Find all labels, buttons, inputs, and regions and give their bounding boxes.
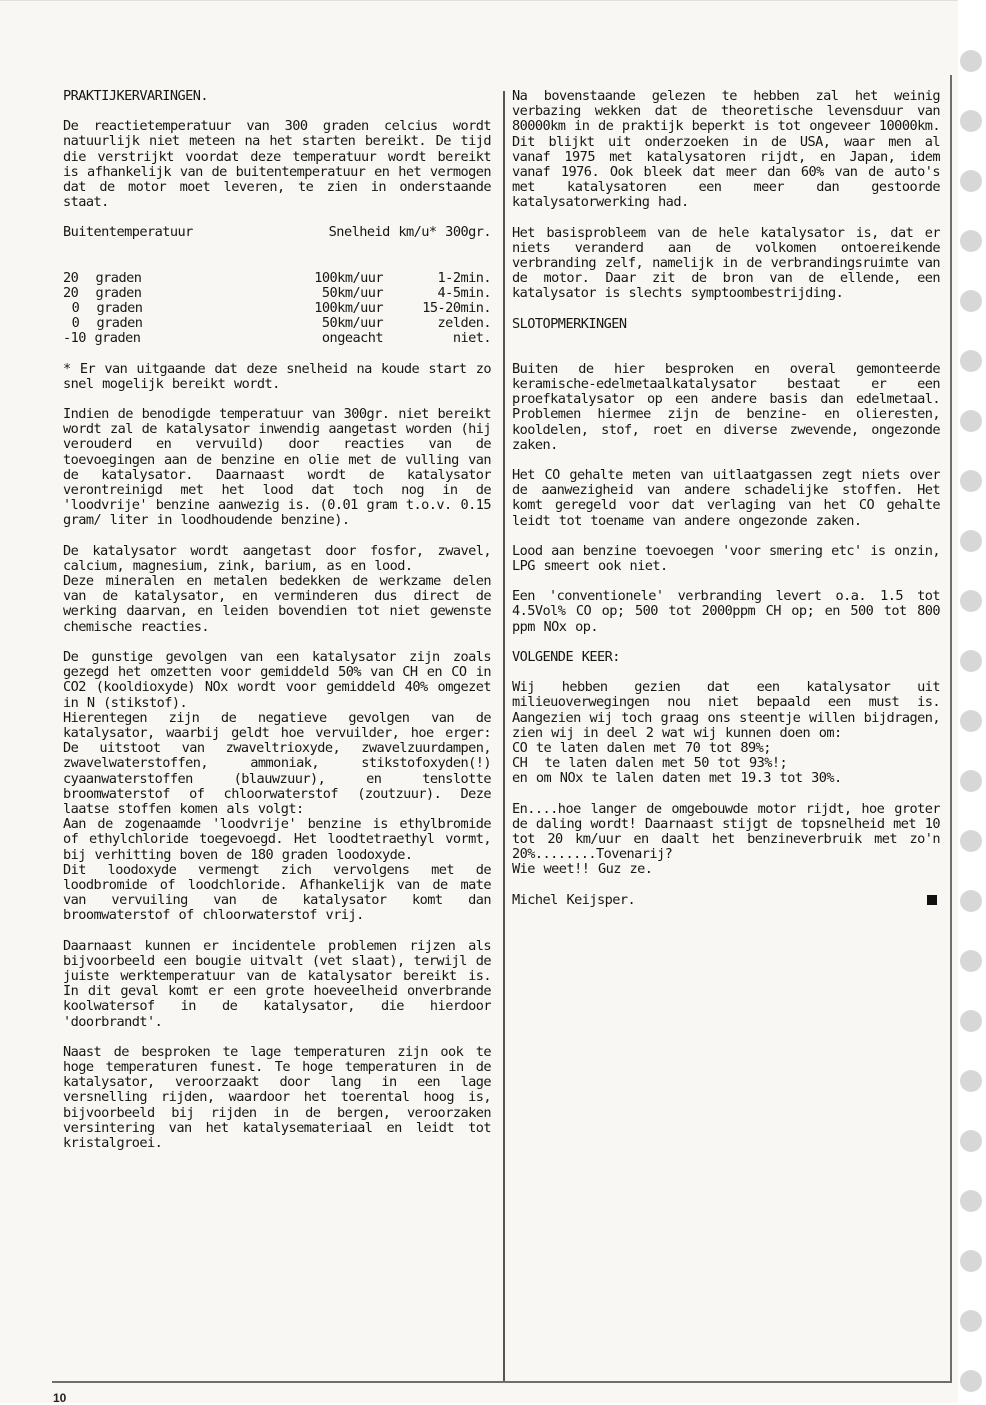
table-cell-temp: 0 graden: [63, 300, 143, 317]
table-cell-speed: ongeacht: [321, 330, 383, 347]
table-cell-temp: -10 graden: [63, 330, 141, 347]
table-row: [63, 286, 491, 301]
binder-hole-icon: [960, 1130, 982, 1152]
binder-hole-icon: [960, 470, 982, 492]
binder-hole-icon: [960, 530, 982, 552]
left-column: [63, 89, 491, 1166]
binder-hole-icon: [960, 1190, 982, 1212]
binder-hole-icon: [960, 110, 982, 132]
binder-hole-icon: [960, 890, 982, 912]
paragraph-incidental-problems: Daarnaast kunnen er incidentele problemen rijzen als bijvoorbeeld een bougie uitvalt (vet slaat), terwijl de juiste werktemperatuur van de katalysator bereikt is. In dit geval komt er een grote hoeveelheid onverbrande koolwatersof in de katalysator, die hierdoor 'doorbrandt'.: [63, 937, 491, 1030]
table-cell-temp: 20 graden: [63, 284, 142, 301]
table-cell-time: 4-5min.: [437, 284, 491, 301]
binder-hole-icon: [960, 1370, 982, 1392]
binder-hole-icon: [960, 590, 982, 612]
paragraph-unleaded-additives: Aan de zogenaamde 'loodvrije' benzine is ethylbromide of ethylchloride toegevoegd. Het loodtetraethyl vormt, bij verhitting boven de 180 graden loodoxyde.: [63, 816, 491, 863]
paragraph-high-temperatures: Naast de besproken te lage temperaturen zijn ook te hoge temperaturen funest. Te hoge temperaturen in de katalysator, veroorzaakt door lang in een lage versnelling rijden, waardoor het toerental hoog is, bijvoorbeeld bij rijden in de bergen, veroorzaken versintering van het katalysemateriaal en leidt tot kristalgroei.: [63, 1043, 491, 1151]
paragraph-positive-effects: De gunstige gevolgen van een katalysator zijn zoals gezegd het omzetten voor gemiddeld 50% van CH en CO in CO2 (kooldioxyde) NOx wordt voor gemiddeld 40% omgezet in N (stikstof).: [63, 648, 491, 711]
table-header-temp: Buitentemperatuur: [63, 224, 193, 241]
binder-hole-icon: [960, 1070, 982, 1092]
paragraph-proefkatalysator: Buiten de hier besproken en overal gemonteerde keramische-edelmetaalkatalysator bestaat er een proefkatalysator op een andere basis dan edelmetaal. Problemen hiermee zijn de benzine- en olieresten, kooldelen, stof, roet en diverse zwevende, ongezonde zaken.: [512, 360, 940, 453]
paragraph-minerals: Deze mineralen en metalen bedekken de werkzame delen van de katalysator, en verminderen dus direct de werking daarvan, en leiden bovendien tot niet gewenste chemische reacties.: [63, 573, 491, 635]
paragraph-intro: De reactietemperatuur van 300 graden celcius wordt natuurlijk niet meteen na het starten bereikt. De tijd die verstrijkt voordat deze temperatuur wordt bereikt is afhankelijk van de buitentemperatuur en het vermogen dat de motor moet leveren, te zien in onderstaande staat.: [63, 118, 491, 211]
table-cell-speed: 50km/uur: [321, 284, 383, 301]
table-cell-time: zelden.: [437, 315, 491, 332]
table-cell-temp: 20 graden: [63, 269, 142, 286]
end-of-article-square-icon: [927, 895, 937, 905]
table-cell-time: niet.: [452, 330, 491, 347]
binder-hole-icon: [960, 290, 982, 312]
signature-row: [512, 893, 940, 908]
paragraph-basic-problem: Het basisprobleem van de hele katalysator is, dat er niets veranderd aan de volkomen ontoereikende verbranding zelf, namelijk in de verbrandingsruimte van de motor. Daar zit de bron van de ellende, een katalysator is slechts symptoombestrijding.: [512, 224, 940, 302]
table-cell-speed: 50km/uur: [321, 315, 383, 332]
table-row: [63, 316, 491, 331]
paragraph-lead-oxide: Dit loodoxyde vermengt zich vervolgens met de loodbromide of loodchloride. Afhankelijk van de mate van vervuiling van de katalysator komt dan broomwaterstof of chloorwaterstof vrij.: [63, 861, 491, 924]
section-heading-praktijkervaringen: PRAKTIJKERVARINGEN.: [63, 88, 209, 104]
paragraph-next-time: Wij hebben gezien dat een katalysator uit milieuoverwegingen nou niet bepaald een must is. Aangezien wij toch graag ons steentje willen bijdragen, zien wij in deel 2 wat wij kunnen doen om:: [512, 679, 940, 741]
binder-hole-icon: [960, 1310, 982, 1332]
page-number: 10: [53, 1391, 67, 1405]
paragraph-co-measurement: Het CO gehalte meten van uitlaatgassen zegt niets over de aanwezigheid van andere schadelijke stoffen. Het komt geregeld voor dat verlaging van het CO gehalte leidt tot toename van andere ongezonde zaken.: [512, 467, 940, 529]
binder-hole-icon: [960, 710, 982, 732]
right-column: [512, 89, 940, 908]
table-cell-temp: 0 graden: [63, 315, 143, 332]
binder-holes: [956, 0, 986, 1402]
section-heading-slotopmerkingen: SLOTOPMERKINGEN: [512, 315, 627, 332]
paragraph-negative-effects: Hierentegen zijn de negatieve gevolgen van de katalysator, waarbij geldt hoe vervuilder, hoe erger: De uitstoot van zwaveltrioxyde, zwavelzuurdampen, zwavelwaterstoffen, ammoniak, stikstofoxyden(!) cyaanwaterstoffen (blauwzuur), en tenslotte broomwaterstof of chloorwaterstof (zoutzuur). Deze laatse stoffen komen als volgt:: [63, 709, 491, 817]
binder-hole-icon: [960, 350, 982, 372]
binder-hole-icon: [960, 410, 982, 432]
table-cell-time: 15-20min.: [422, 300, 491, 317]
section-heading-volgende-keer: VOLGENDE KEER:: [512, 648, 620, 665]
paragraph-contaminants: De katalysator wordt aangetast door fosfor, zwavel, calcium, magnesium, zink, barium, as en lood.: [63, 542, 491, 574]
table-row: [63, 331, 491, 346]
binder-hole-icon: [960, 1250, 982, 1272]
author-signature: Michel Keijsper.: [512, 891, 636, 908]
table-row: [63, 301, 491, 316]
binder-hole-icon: [960, 50, 982, 72]
table-cell-speed: 100km/uur: [314, 269, 383, 286]
table-header-speed: Snelheid km/u* 300gr.: [328, 224, 491, 241]
goal-line: CO te laten dalen met 70 tot 89%;: [512, 739, 771, 756]
table-row: [63, 271, 491, 286]
binder-hole-icon: [960, 650, 982, 672]
temperature-table: [63, 271, 491, 347]
paragraph-lead-lubrication: Lood aan benzine toevoegen 'voor smering etc' is onzin, LPG smeert ook niet.: [512, 542, 940, 575]
binder-hole-icon: [960, 770, 982, 792]
paragraph-footnote: * Er van uitgaande dat deze snelheid na koude start zo snel mogelijk bereikt wordt.: [63, 360, 491, 392]
paragraph-temperature-effects: Indien de benodigde temperatuur van 300gr. niet bereikt wordt zal de katalysator inwendig aangetast worden (hij verouderd en vervuild) door reacties van de toevoegingen aan de benzine en olie met de vulling van de katalysator. Daarnaast wordt de katalysator verontreinigd met het lood dat toch nog in de 'loodvrije' benzine aanwezig is. (0.01 gram t.o.v. 0.15 gram/ liter in loodhoudende benzine).: [63, 406, 491, 529]
binder-hole-icon: [960, 950, 982, 972]
closing-line: Wie weet!! Guz ze.: [512, 861, 653, 878]
paragraph-conclusion: En....hoe langer de omgebouwde motor rijdt, hoe groter de daling wordt! Daarnaast stijgt de topsnelheid met 10 tot 20 km/uur en daalt het benzineverbruik met zo'n 20%........Tovenarij?: [512, 800, 940, 863]
binder-hole-icon: [960, 1010, 982, 1032]
binder-hole-icon: [960, 830, 982, 852]
table-header: [63, 225, 491, 240]
column-divider: [503, 91, 505, 1381]
binder-hole-icon: [960, 170, 982, 192]
binder-hole-icon: [960, 230, 982, 252]
table-cell-speed: 100km/uur: [314, 300, 383, 317]
paragraph-conventional-combustion: Een 'conventionele' verbranding levert o.a. 1.5 tot 4.5Vol% CO op; 500 tot 2000ppm CH op; en 500 tot 800 ppm NOx op.: [512, 588, 940, 635]
table-cell-time: 1-2min.: [437, 269, 491, 286]
goal-line: en om NOx te lalen daten met 19.3 tot 30%.: [512, 770, 842, 787]
paragraph-lifespan: Na bovenstaande gelezen te hebben zal het weinig verbazing wekken dat de theoretische levensduur van 80000km in de praktijk beperkt is tot ongeveer 10000km. Dit blijkt uit onderzoeken in de USA, waar men al vanaf 1975 met katalysatoren rijdt, en Japan, idem vanaf 1976. Ook bleek dat meer dan 60% van de auto's met katalysatoren een meer dan gestoorde katalysatorwerking had.: [512, 88, 940, 211]
goal-line: CH te laten dalen met 50 tot 93%!;: [512, 755, 788, 772]
